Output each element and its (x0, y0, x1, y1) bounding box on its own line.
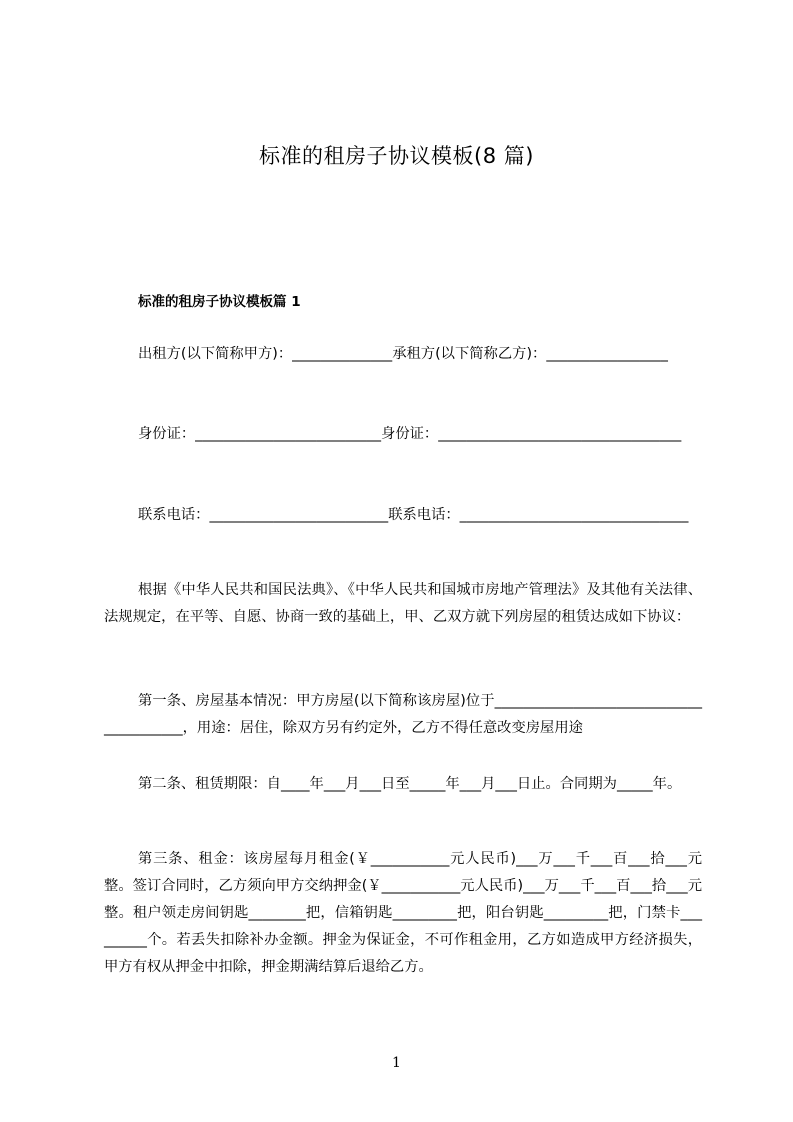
paragraph-phone: 联系电话：_________________________联系电话：________________________________ (138, 507, 689, 523)
paragraph-id-card: 身份证：__________________________身份证：__________________________________ (138, 426, 682, 442)
paragraph-article-3: 第三条、租金：该房屋每月租金(￥___________元人民币)___万___千___百___拾___元整。签订合同时，乙方须向甲方交纳押金(￥___________元人民币)___万___千___百___拾___元整。租户领走房间钥匙________把，信箱钥匙_________把，阳台钥匙_________把，门禁卡_________个。若丢失扣除补办金额。押金为保证金，不可作租金用，乙方如造成甲方经济损失，甲方有权从押金中扣除，押金期满结算后退给乙方。 (104, 851, 702, 975)
paragraph-article-1: 第一条、房屋基本情况：甲方房屋(以下简称该房屋)位于________________________________________，用途：居住，除双方另有约定外，乙方不得任意改变房屋用途 (104, 693, 702, 736)
page-number: 1 (392, 1055, 401, 1071)
paragraph-legal-basis: 根据《中华人民共和国民法典》、《中华人民共和国城市房地产管理法》及其他有关法律、法规规定，在平等、自愿、协商一致的基础上，甲、乙双方就下列房屋的租赁达成如下协议： (104, 582, 702, 625)
paragraph-article-2: 第二条、租赁期限：自____年___月___日至_____年___月___日止。合同期为_____年。 (138, 776, 682, 792)
section-title: 标准的租房子协议模板篇 1 (138, 294, 301, 310)
paragraph-lessor-lessee: 出租方(以下简称甲方)：______________承租方(以下简称乙方)：_________________ (138, 346, 668, 362)
document-title: 标准的租房子协议模板(8 篇) (259, 144, 534, 168)
